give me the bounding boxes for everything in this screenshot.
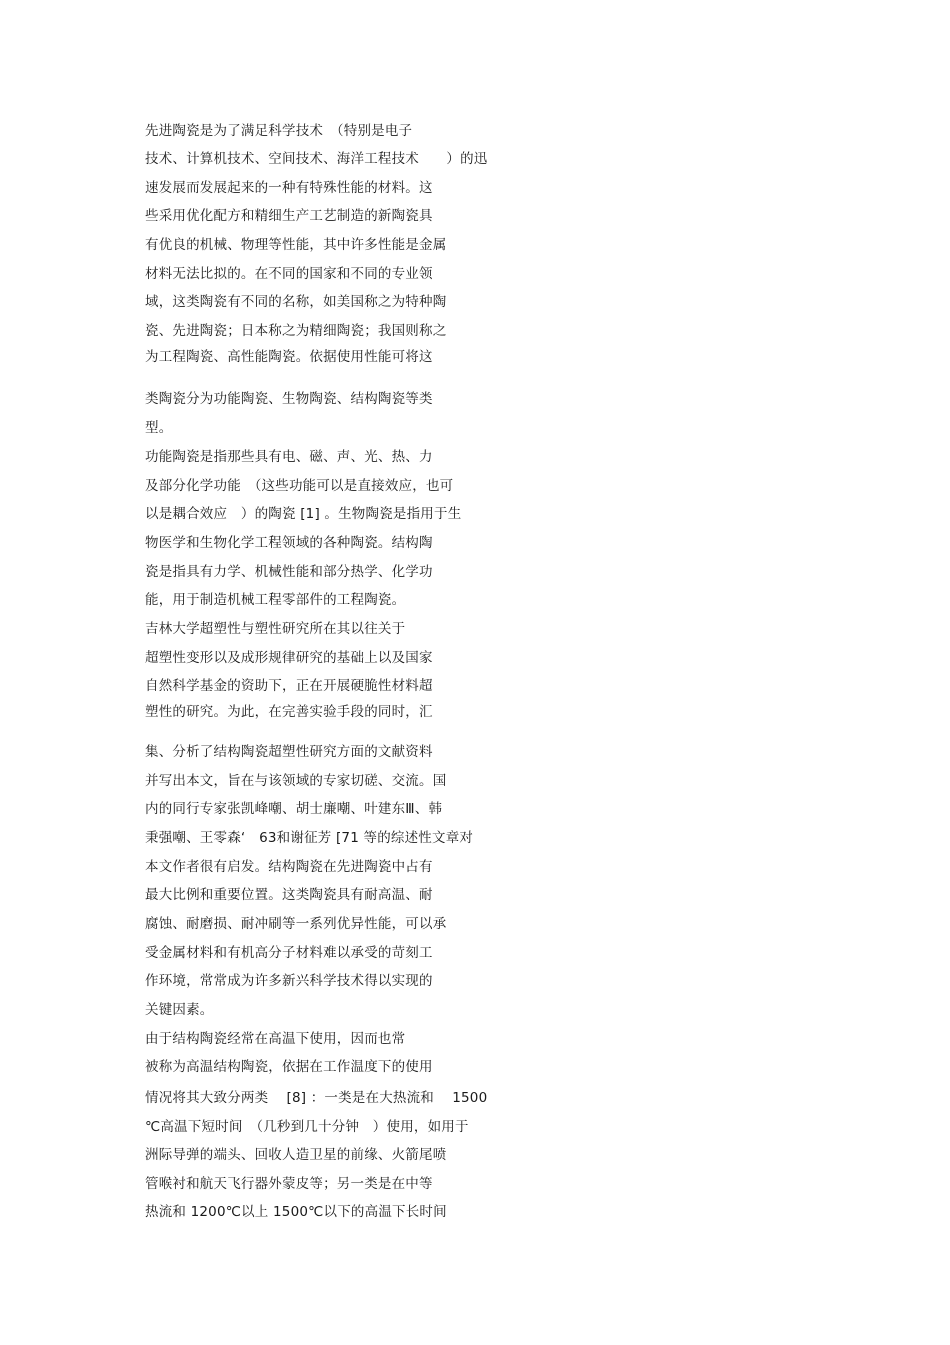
text-line: 热流和 1200℃以上 1500℃以下的高温下长时间 [145, 1204, 447, 1220]
text-line: 及部分化学功能 （这些功能可以是直接效应，也可 [145, 478, 454, 494]
text-line: 内的同行专家张凯峰嘲、胡士廉嘲、叶建东Ⅲ、韩 [145, 801, 443, 817]
text-line: 自然科学基金的资助下，正在开展硬脆性材料超 [145, 678, 433, 694]
text-line: 最大比例和重要位置。这类陶瓷具有耐高温、耐 [145, 887, 433, 903]
text-line: 类陶瓷分为功能陶瓷、生物陶瓷、结构陶瓷等类 [145, 391, 433, 407]
text-line: 瓷、先进陶瓷；日本称之为精细陶瓷；我国则称之 [145, 323, 447, 339]
text-line: 域，这类陶瓷有不同的名称，如美国称之为特种陶 [145, 294, 447, 310]
text-line: 情况将其大致分两类 [8] ：一类是在大热流和 1500 [145, 1090, 488, 1106]
text-line: 腐蚀、耐磨损、耐冲刷等一系列优异性能，可以承 [145, 916, 447, 932]
text-line: 物医学和生物化学工程领域的各种陶瓷。结构陶 [145, 535, 433, 551]
text-line: 功能陶瓷是指那些具有电、磁、声、光、热、力 [145, 449, 433, 465]
text-line: 本文作者很有启发。结构陶瓷在先进陶瓷中占有 [145, 859, 433, 875]
text-line: 吉林大学超塑性与塑性研究所在其以往关于 [145, 621, 406, 637]
text-line: 先进陶瓷是为了满足科学技术 （特别是电子 [145, 123, 413, 139]
text-line: 秉强嘲、王零森‘ 63和谢征芳 [71 等的综述性文章对 [145, 830, 474, 846]
text-line: 技术、计算机技术、空间技术、海洋工程技术 ）的迅 [145, 151, 488, 167]
text-line: 塑性的研究。为此，在完善实验手段的同时，汇 [145, 704, 433, 720]
text-line: 有优良的机械、物理等性能，其中许多性能是金属 [145, 237, 447, 253]
text-line: 受金属材料和有机高分子材料难以承受的苛刻工 [145, 945, 433, 961]
text-line: ℃高温下短时间 （几秒到几十分钟 ）使用，如用于 [145, 1119, 469, 1135]
text-line: 关键因素。 [145, 1002, 214, 1018]
text-line: 能，用于制造机械工程零部件的工程陶瓷。 [145, 592, 406, 608]
text-line: 被称为高温结构陶瓷，依据在工作温度下的使用 [145, 1059, 433, 1075]
text-line: 为工程陶瓷、高性能陶瓷。依据使用性能可将这 [145, 349, 433, 365]
text-line: 管喉衬和航天飞行器外蒙皮等；另一类是在中等 [145, 1176, 433, 1192]
text-line: 瓷是指具有力学、机械性能和部分热学、化学功 [145, 564, 433, 580]
text-line: 超塑性变形以及成形规律研究的基础上以及国家 [145, 650, 433, 666]
text-line: 洲际导弹的端头、回收人造卫星的前缘、火箭尾喷 [145, 1147, 447, 1163]
text-line: 型。 [145, 420, 173, 436]
text-line: 作环境，常常成为许多新兴科学技术得以实现的 [145, 973, 433, 989]
text-line: 速发展而发展起来的一种有特殊性能的材料。这 [145, 180, 433, 196]
text-line: 以是耦合效应 ）的陶瓷 [1] 。生物陶瓷是指用于生 [145, 506, 462, 522]
text-line: 由于结构陶瓷经常在高温下使用，因而也常 [145, 1031, 406, 1047]
text-line: 集、分析了结构陶瓷超塑性研究方面的文献资料 [145, 744, 433, 760]
text-line: 并写出本文，旨在与该领域的专家切磋、交流。国 [145, 773, 447, 789]
text-line: 些采用优化配方和精细生产工艺制造的新陶瓷具 [145, 208, 433, 224]
text-line: 材料无法比拟的。在不同的国家和不同的专业领 [145, 266, 433, 282]
